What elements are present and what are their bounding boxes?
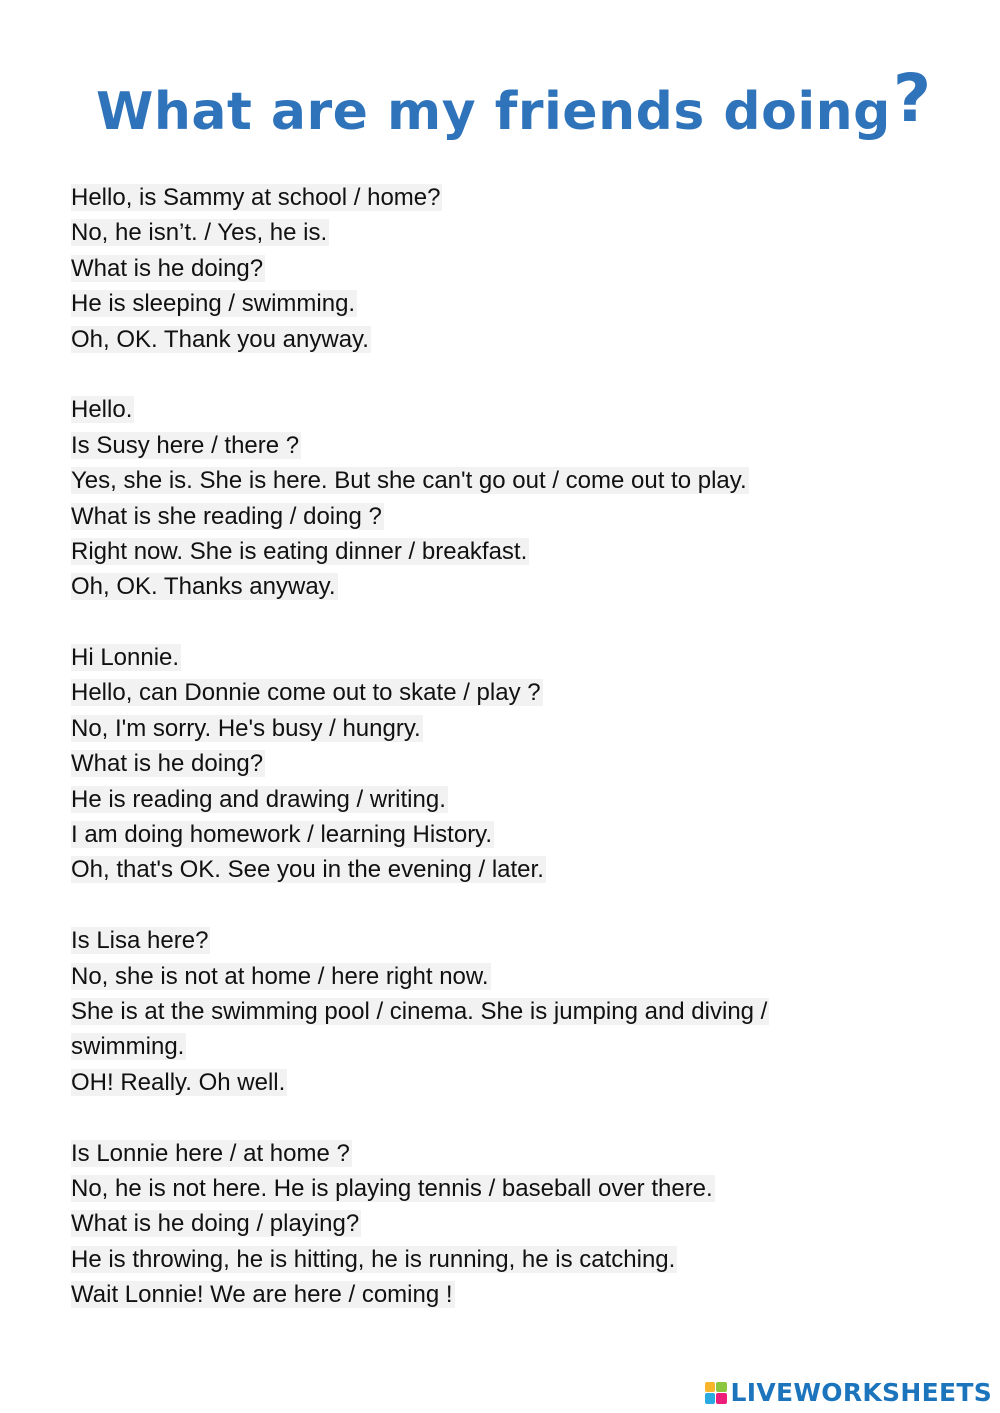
dialogue-line bbox=[71, 534, 951, 569]
dialogue-line bbox=[71, 499, 951, 534]
dialogue-line-text: OH! Really. Oh well. bbox=[71, 1068, 286, 1096]
dialogue-line bbox=[71, 392, 951, 427]
dialogue-separator bbox=[71, 605, 951, 640]
dialogue-line-text: No, she is not at home / here right now. bbox=[71, 962, 489, 990]
dialogue-line-text: What is he doing / playing? bbox=[71, 1210, 360, 1238]
dialogue-line-text: He is reading and drawing / writing. bbox=[71, 785, 446, 813]
liveworksheets-logo bbox=[705, 1378, 992, 1407]
dialogue-line-text: He is throwing, he is hitting, he is running, he is catching. bbox=[71, 1245, 676, 1273]
dialogue-line bbox=[71, 1277, 951, 1312]
dialogue-line bbox=[71, 1242, 951, 1277]
dialogue-separator bbox=[71, 888, 951, 923]
dialogue-line-text: What is she reading / doing ? bbox=[71, 502, 382, 530]
dialogue-line-text: Is Lonnie here / at home ? bbox=[71, 1139, 350, 1167]
badge-square bbox=[705, 1393, 716, 1404]
dialogue-line-text: No, he is not here. He is playing tennis / baseball over there. bbox=[71, 1174, 713, 1202]
worksheet-title bbox=[96, 60, 932, 145]
dialogue-line-text: Yes, she is. She is here. But she can't go out / come out to play. bbox=[71, 467, 747, 495]
worksheet-body bbox=[71, 180, 951, 1313]
dialogue-line-text: Oh, OK. Thanks anyway. bbox=[71, 573, 336, 601]
dialogue-line bbox=[71, 640, 951, 675]
title-text: What are my friends doing bbox=[96, 82, 891, 142]
dialogue-line bbox=[71, 675, 951, 710]
dialogue-line bbox=[71, 852, 951, 887]
dialogue-separator bbox=[71, 357, 951, 392]
logo-badge-icon bbox=[705, 1382, 727, 1404]
dialogue-line-text: Right now. She is eating dinner / breakfast. bbox=[71, 537, 528, 565]
dialogue-line bbox=[71, 1206, 951, 1241]
dialogue-line-text: Hello, can Donnie come out to skate / play ? bbox=[71, 679, 541, 707]
dialogue-block bbox=[71, 640, 951, 888]
dialogue-line-text: She is at the swimming pool / cinema. She is jumping and diving / bbox=[71, 997, 768, 1025]
dialogue-block bbox=[71, 180, 951, 357]
dialogue-line-text: I am doing homework / learning History. bbox=[71, 821, 493, 849]
dialogue-line-text: He is sleeping / swimming. bbox=[71, 290, 356, 318]
dialogue-block bbox=[71, 392, 951, 604]
dialogue-line bbox=[71, 959, 951, 994]
dialogue-line-text: Hello. bbox=[71, 396, 133, 424]
dialogue-separator bbox=[71, 1100, 951, 1135]
dialogue-line bbox=[71, 215, 951, 250]
dialogue-line bbox=[71, 286, 951, 321]
dialogue-line-text: Is Susy here / there ? bbox=[71, 431, 300, 459]
dialogue-block bbox=[71, 1136, 951, 1313]
dialogue-line bbox=[71, 782, 951, 817]
dialogue-line bbox=[71, 746, 951, 781]
dialogue-line bbox=[71, 180, 951, 215]
dialogue-line bbox=[71, 1065, 951, 1100]
dialogue-line-text: What is he doing? bbox=[71, 750, 264, 778]
dialogue-line bbox=[71, 994, 951, 1029]
dialogue-line bbox=[71, 463, 951, 498]
dialogue-line bbox=[71, 923, 951, 958]
dialogue-block bbox=[71, 923, 951, 1100]
dialogue-line bbox=[71, 1029, 951, 1064]
dialogue-line-text: Oh, OK. Thank you anyway. bbox=[71, 325, 369, 353]
badge-square bbox=[705, 1382, 716, 1393]
dialogue-line bbox=[71, 251, 951, 286]
badge-square bbox=[716, 1382, 727, 1393]
dialogue-line-text: Hello, is Sammy at school / home? bbox=[71, 184, 441, 211]
dialogue-line bbox=[71, 322, 951, 357]
dialogue-line-text: Wait Lonnie! We are here / coming ! bbox=[71, 1281, 453, 1309]
dialogue-line-text: Is Lisa here? bbox=[71, 927, 209, 955]
dialogue-line bbox=[71, 569, 951, 604]
dialogue-line-text: No, I'm sorry. He's busy / hungry. bbox=[71, 714, 421, 742]
dialogue-line bbox=[71, 1171, 951, 1206]
dialogue-line bbox=[71, 817, 951, 852]
dialogue-line-text: What is he doing? bbox=[71, 254, 264, 282]
badge-square bbox=[716, 1393, 727, 1404]
dialogue-line bbox=[71, 1136, 951, 1171]
dialogue-line-text: No, he isn’t. / Yes, he is. bbox=[71, 219, 328, 247]
question-mark-icon: ? bbox=[892, 60, 932, 137]
dialogue-line bbox=[71, 428, 951, 463]
logo-brand-text: LIVEWORKSHEETS bbox=[730, 1378, 992, 1407]
dialogue-line-text: Hi Lonnie. bbox=[71, 644, 180, 672]
dialogue-line-text: Oh, that's OK. See you in the evening / later. bbox=[71, 856, 544, 884]
dialogue-line-text: swimming. bbox=[71, 1033, 185, 1061]
dialogue-line bbox=[71, 711, 951, 746]
